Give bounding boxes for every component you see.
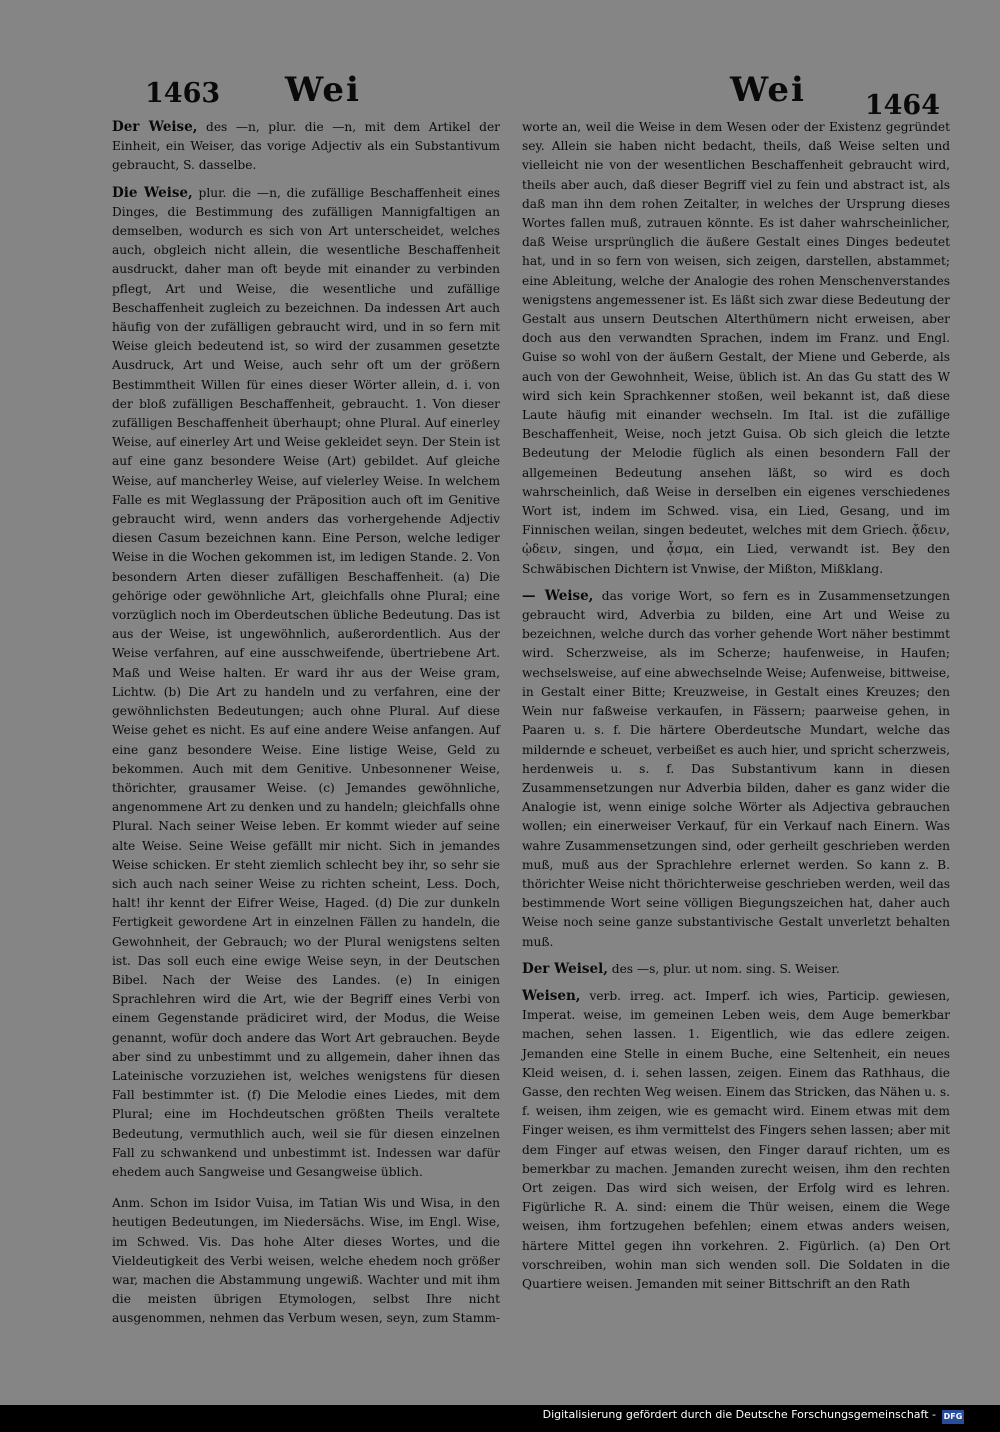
page-header [105,70,940,120]
entry-text: plur. die —n, die zufällige Beschaffenheit eines Dinges, die Bestimmung des zufälligen Mannigfaltigen an demselben, wodurch es sich von Art unterscheidet, welches auch, obgleich nicht allein, die wesentliche Beschaffenheit ausdruckt, daher man oft beyde mit einander zu verbinden pflegt, Art und Weise, die wesentliche und zufällige Beschaffenheit zugleich zu bezeichnen. Da indessen Art auch häufig von der zufälligen gebraucht wird, und in so fern mit Weise gleich bedeutend ist, so wird der zusammen gesetzte Ausdruck, Art und Weise, auch sehr oft um der größern Bestimmtheit Willen für eines dieser Wörter allein, d. i. von der bloß zufälligen Beschaffenheit, gebraucht. 1. Von dieser zufälligen Beschaffenheit überhaupt; ohne Plural. Auf einerley Weise, auf einerley Art und Weise gekleidet seyn. Der Stein ist auf eine ganz besondere Weise (Art) gebildet. Auf gleiche Weise, auf mancherley Weise, auf vielerley Weise. In welchem Falle es mit Weglassung der Präposition auch oft im Genitive gebraucht wird, wenn anders das vorhergehende Adjectiv diesen Casum bezeichnen kann. Eine Person, welche lediger Weise in die Wochen gekommen ist, im ledigen Stande. 2. Von besondern Arten dieser zufälligen Beschaffenheit. (a) Die gehörige oder gewöhnliche Art, gleichfalls ohne Plural; eine vorzüglich noch im Oberdeutschen übliche Bedeutung. Das ist aus der Weise, ist ungewöhnlich, außerordentlich. Aus der Weise verfahren, auf eine ausschweifende, übertriebene Art. Maß und Weise halten. Er ward ihr aus der Weise gram, Lichtw. (b) Die Art zu handeln und zu verfahren, eine der gewöhnlichsten Bedeutungen; auch ohne Plural. Auf diese Weise gehet es nicht. Es auf eine andere Weise anfangen. Auf eine ganz besondere Weise. Eine listige Weise, Geld zu bekommen. Auch mit dem Genitive. Unbesonnener Weise, thörichter, grausamer Weise. (c) Jemandes gewöhnliche, angenommene Art zu denken und zu handeln; gleichfalls ohne Plural. Nach seiner Weise leben. Er kommt wieder auf seine alte Weise. Seine Weise gefällt mir nicht. Sich in jemandes Weise schicken. Er steht ziemlich schlecht bey ihr, so sehr sie sich auch nach seiner Weise zu richten scheint, Less. Doch, halt! ihr kennt der Eifrer Weise, Haged. (d) Die zur dunkeln Fertigkeit gewordene Art in einzelnen Fällen zu handeln, die Gewohnheit, der Gebrauch; wo der Plural wenigstens selten ist. Das soll euch eine ewige Weise seyn, in der Deutschen Bibel. Nach der Weise des Landes. (e) In einigen Sprachlehren wird die Art, wie der Begriff eines Verbi von einem Gegenstande prädiciret wird, der Modus, die Weise genannt, wofür doch andere das Wort Art gebrauchen. Beyde aber sind zu unbestimmt und zu allgemein, daher ihnen das Lateinische vorzuziehen ist, welches wenigstens für diesen Fall bestimmter ist. (f) Die Melodie eines Liedes, mit dem Plural; eine im Hochdeutschen größten Theils veraltete Bedeutung, vermuthlich auch, weil sie für diesen einzelnen Fall zu schwankend und unbestimmt ist. Indessen war dafür ehedem auch Sangweise und Gesangweise üblich. [112,185,501,1179]
entry [112,118,500,176]
entry [522,987,950,1294]
dfg-logo: DFG [942,1410,964,1424]
running-head-left: Wei [285,70,361,110]
left-column [112,118,501,1326]
entry-lemma: — Weise, [522,587,594,604]
entry-text: verb. irreg. act. Imperf. ich wies, Particip. gewiesen, Imperat. weise, im gemeinen Leben weis, dem Auge bemerkbar machen, sehen lassen. 1. Eigentlich, wie das edlere zeigen. Jemanden eine Stelle in einem Buche, eine Seltenheit, ein neues Kleid weisen, d. i. sehen lassen, zeigen. Einem das Rathhaus, die Gasse, den rechten Weg weisen. Einem das Stricken, das Nähen u. s. f. weisen, ihm zeigen, wie es gemacht wird. Einem etwas mit dem Finger weisen, es ihm vermittelst des Fingers sehen lassen; aber mit dem Finger auf etwas weisen, den Finger darauf richten, um es bemerkbar zu machen. Jemanden zurecht weisen, ihm den rechten Ort zeigen. Das wird sich weisen, der Erfolg wird es lehren. Figürliche R. A. sind: einem die Thür weisen, einem die Wege weisen, ihm fortzugehen befehlen; einem etwas anders weisen, härtere Mittel gegen ihn vorkehren. 2. Figürlich. (a) Den Ort vorschreiben, wohin man sich wenden soll. Die Soldaten in die Quartiere weisen. Jemanden mit seiner Bittschrift an den Rath [522,988,950,1291]
running-head-right: Wei [730,70,806,110]
entry-text: das vorige Wort, so fern es in Zusammensetzungen gebraucht wird, Adverbia zu bilden, eine Art und Weise zu bezeichnen, welche durch das vorher gehende Wort näher bestimmt wird. Scherzweise, als im Scherze; haufenweise, in Haufen; wechselsweise, auf eine abwechselnde Weise; Aufenweise, bittweise, in Gestalt einer Bitte; Kreuzweise, in Gestalt eines Kreuzes; den Wein nur faßweise verkaufen, in Fässern; paarweise gehen, in Paaren u. s. f. Die härtere Oberdeutsche Mundart, welche das mildernde e scheuet, verbeißet es auch hier, und spricht scherzweis, herdenweis u. s. f. Das Substantivum kann in diesen Zusammensetzungen nur Adverbia bilden, daher es ganz wider die Analogie ist, wenn einige solche Wörter als Adjectiva gebrauchen wollen; ein einerweiser Verkauf, für ein Verkauf nach Einern. Was wahre Zusammensetzungen sind, oder gerheilt geschrieben werden muß, muß aus der Sprachlehre erlernet werden. So kann z. B. thörichter Weise nicht thörichterweise geschrieben werden, weil das bestimmende Wort seine völligen Biegungszeichen hat, daher auch Weise noch seine ganze substantivische Gestalt unverletzt behalten muß. [522,588,950,949]
entry-text: des —s, plur. ut nom. sing. S. Weiser. [611,961,840,976]
entry-lemma: Der Weisel, [522,960,608,977]
page-number-left: 1463 [145,78,221,109]
entry-lemma: Der Weise, [112,119,198,135]
entry [522,118,950,579]
entry-text: Anm. Schon im Isidor Vuisa, im Tatian Wis und Wisa, in den heutigen Bedeutungen, im Niedersächs. Wise, im Engl. Wise, im Schwed. Vis. Das hohe Alter dieses Wortes, und die Vieldeutigkeit des Verbi weisen, welche ehedem noch größer war, machen die Abstammung ungewiß. Wachter und mit ihm die meisten übrigen Etymologen, selbst Ihre nicht ausgenommen, nehmen das Verbum wesen, seyn, zum Stamm- [112,1196,500,1326]
entry-text: des —n, plur. die —n, mit dem Artikel der Einheit, ein Weiser, das vorige Adjectiv als ein Substantivum gebraucht, S. dasselbe. [112,120,501,173]
entry-lemma: Weisen, [522,987,581,1004]
entry-note [112,1194,500,1328]
entry-text: worte an, weil die Weise in dem Wesen oder der Existenz gegründet sey. Allein sie haben nicht bedacht, theils, daß Weise selten und vielleicht nie von der wesentlichen Beschaffenheit gebraucht wird, theils aber auch, daß dieser Begriff viel zu fein und abstract ist, als daß man ihn dem rohen Zeitalter, in welches der Ursprung dieses Wortes fallen muß, zutrauen könnte. Es ist daher wahrscheinlicher, daß Weise ursprünglich die äußere Gestalt eines Dinges bedeutet hat, und in so fern von weisen, sich zeigen, darstellen, abstammet; eine Ableitung, welche der Analogie des rohen Menschenverstandes wenigstens angemessener ist. Es läßt sich zwar diese Bedeutung der Gestalt aus unsern Deutschen Alterthümern nicht erweisen, aber doch aus den verwandten Sprachen, indem im Franz. und Engl. Guise so wohl von der äußern Gestalt, der Miene und Geberde, als auch von der Gewohnheit, Weise, üblich ist. An das Gu statt des W wird sich kein Sprachkenner stoßen, weil bekannt ist, daß diese Laute häufig mit einander wechseln. Im Ital. ist die zufällige Beschaffenheit, Weise, noch jetzt Guisa. Ob sich gleich die letzte Bedeutung der Melodie füglich als einen besondern Fall der allgemeinen Bedeutung ansehen läßt, so wird es doch wahrscheinlich, daß Weise in derselben ein eigenes verschiedenes Wort ist, indem im Schwed. visa, ein Lied, Gesang, und im Finnischen weilan, singen bedeutet, welches mit dem Griech. ᾄδειν, ᾠδειν, singen, und ᾆσμα, ein Lied, verwandt ist. Bey den Schwäbischen Dichtern ist Vnwise, der Mißton, Mißklang. [522,120,950,576]
right-column [522,118,950,1291]
entry [112,184,500,1183]
dfg-credit-text: Digitalisierung gefördert durch die Deutsche Forschungsgemeinschaft - [539,1406,940,1423]
page-number-right: 1464 [864,90,940,121]
entry-lemma: Die Weise, [112,184,193,201]
entry [522,960,950,979]
entry [522,587,950,952]
